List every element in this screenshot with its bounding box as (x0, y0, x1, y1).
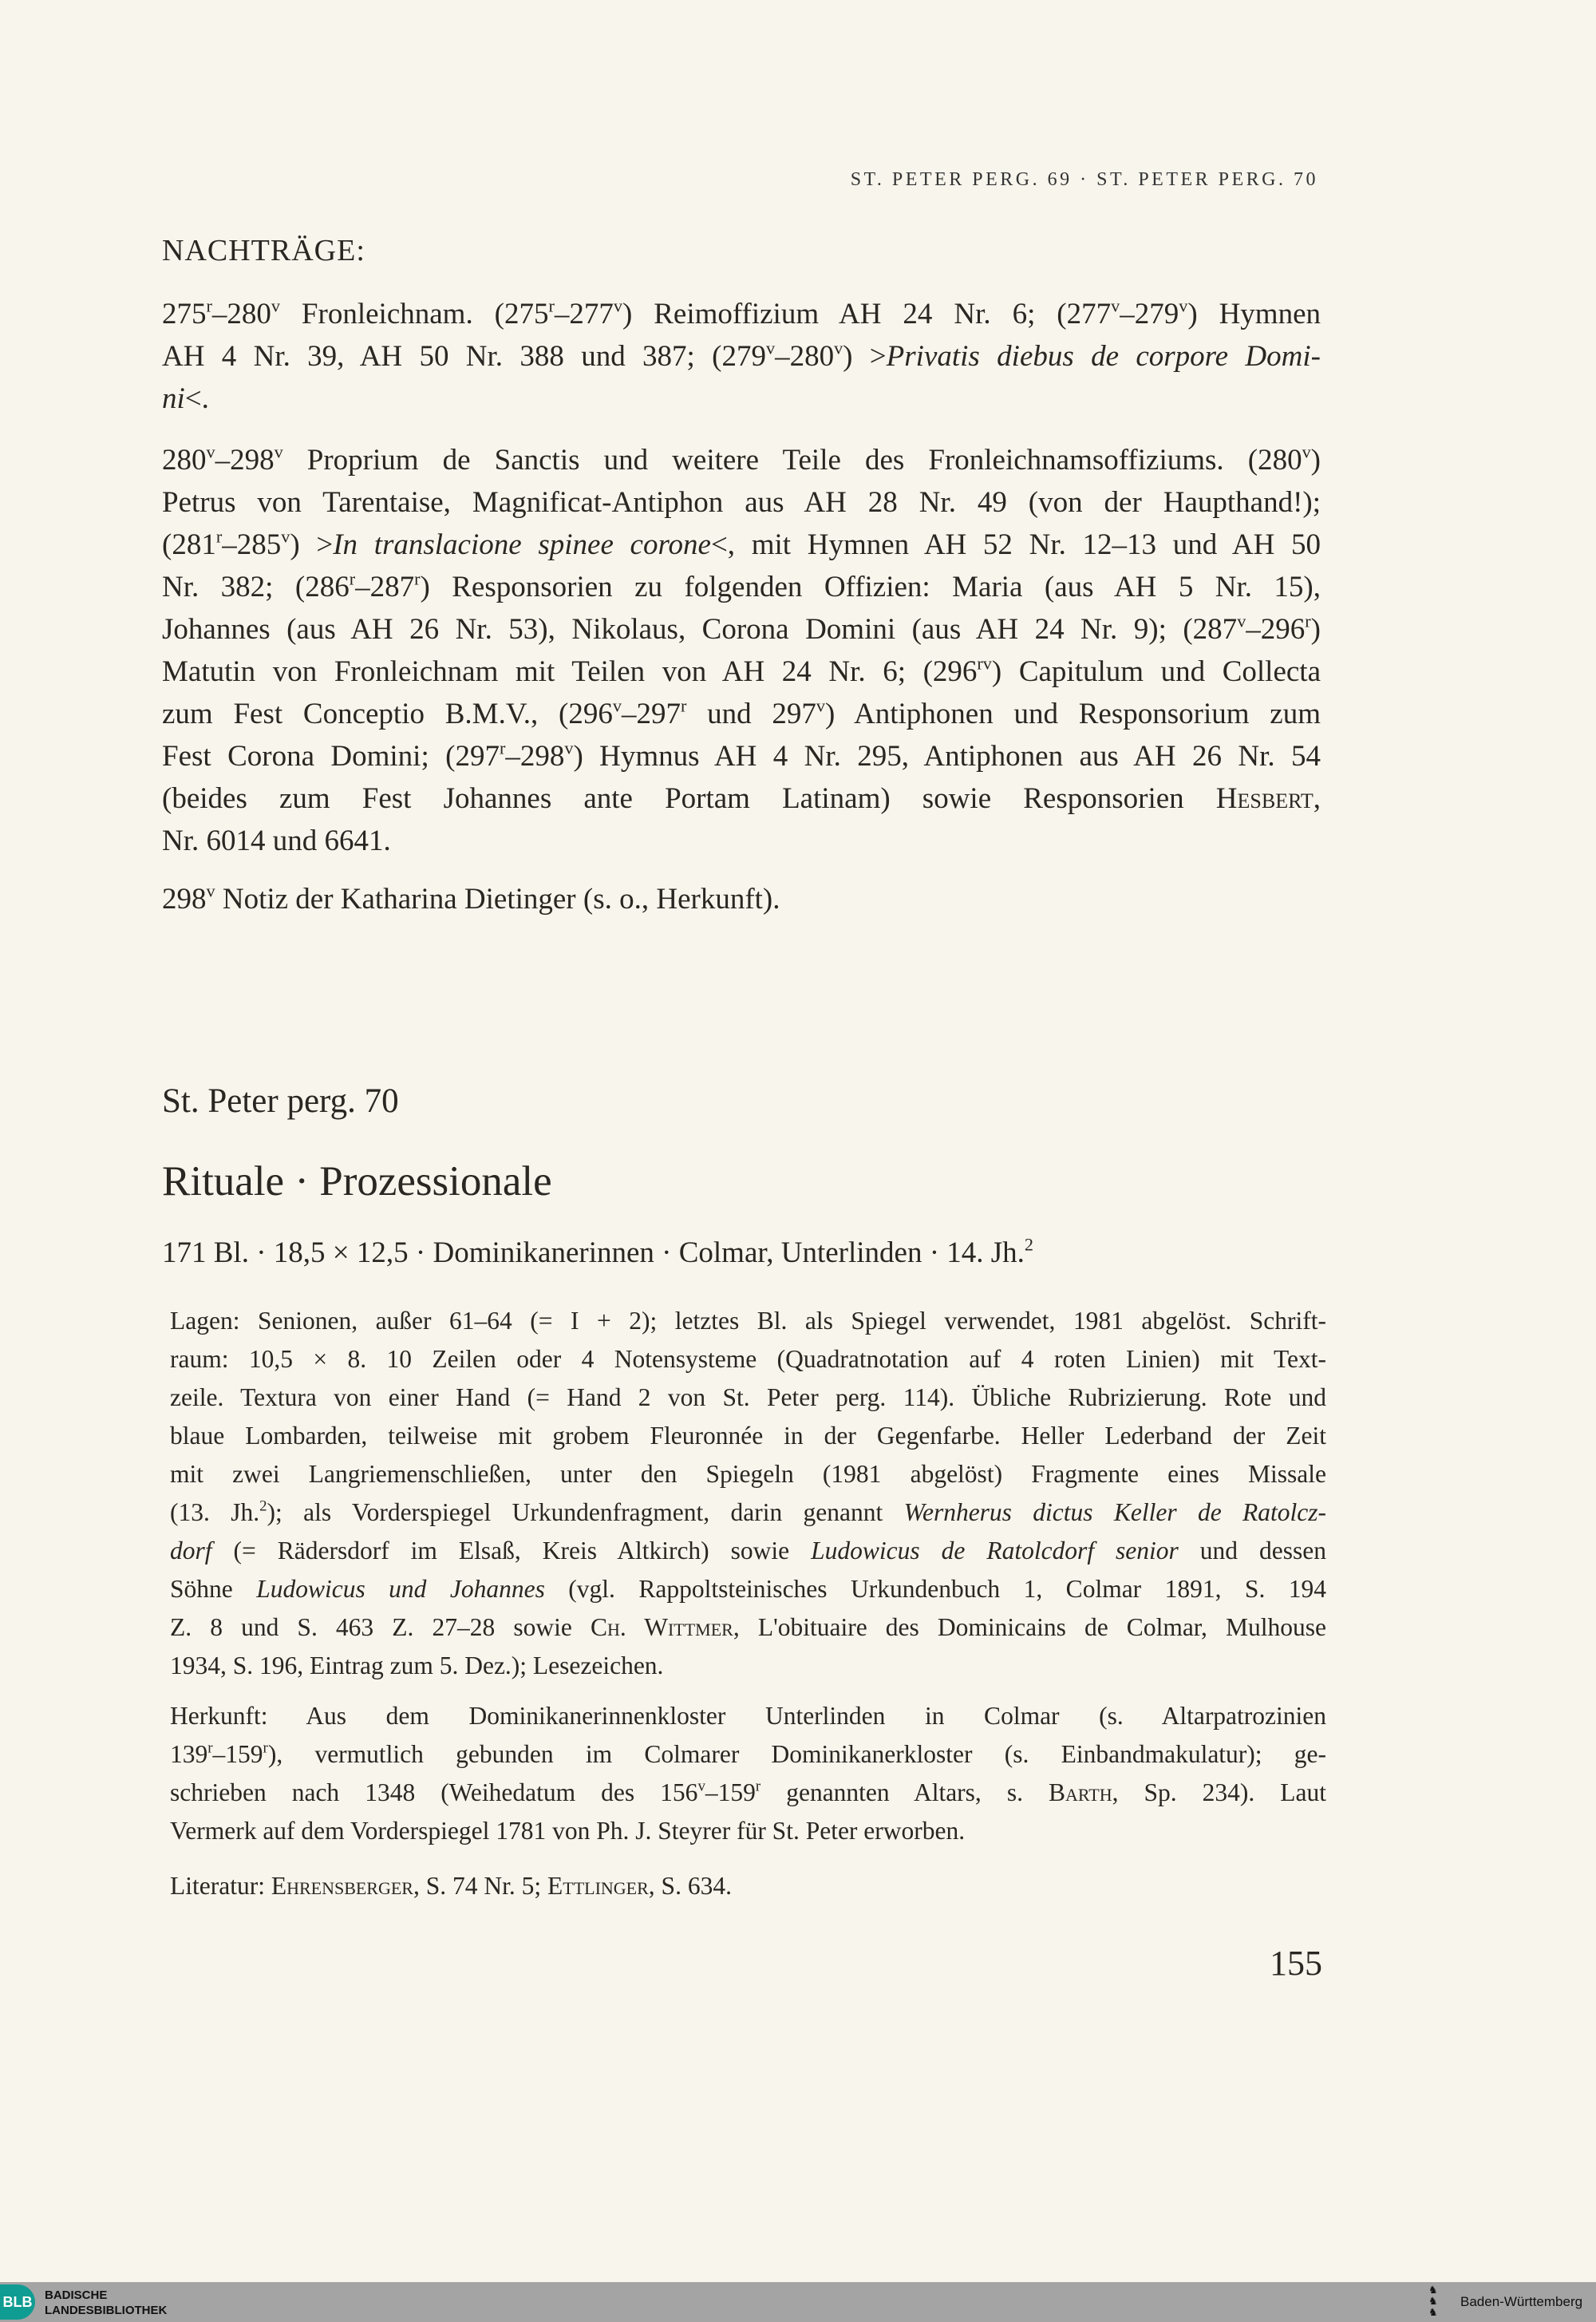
text-segment: Vermerk auf dem Vorderspiegel 1781 von Ph. J. Steyrer für St. Peter erworben. (170, 1817, 966, 1845)
text-segment: zum Fest Conceptio B.M.V., (296 (162, 698, 613, 730)
text-line (170, 1302, 1326, 1340)
footer-bar (0, 2282, 1596, 2322)
text-segment: ) Hymnen (1187, 298, 1321, 330)
text-line (170, 1455, 1326, 1493)
superscript: v (1302, 441, 1311, 462)
text-segment: –298 (505, 740, 565, 773)
text-segment: –296 (1246, 613, 1306, 646)
herkunft-paragraph (170, 1697, 1326, 1850)
text-segment: –285 (222, 528, 282, 561)
superscript: v (612, 695, 622, 716)
baden-wuerttemberg-logo[interactable]: Baden-Württemberg (1460, 2294, 1583, 2309)
superscript: r (1305, 611, 1311, 631)
text-line (170, 1735, 1326, 1774)
page-number: 155 (1270, 1944, 1322, 1983)
text-segment: –297 (621, 698, 681, 730)
italic-text: Ludowicus und Johannes (256, 1575, 545, 1603)
text-segment: (beides zum Fest Johannes ante Portam Latinam) sowie Responsorien (162, 782, 1216, 815)
blb-logo-text: BLB (2, 2293, 33, 2310)
text-segment: –159 (212, 1740, 263, 1768)
superscript: r (215, 526, 223, 547)
superscript: 2 (259, 1497, 267, 1515)
blb-name-line2: LANDESBIBLIOTHEK (45, 2304, 168, 2317)
superscript: r (499, 738, 506, 758)
text-segment: mit zwei Langriemenschließen, unter den Spiegeln (1981 abgelöst) Fragmente eines Missale (170, 1460, 1326, 1488)
text-segment: Petrus von Tarentaise, Magnificat-Antiphon aus AH 28 Nr. 49 (von der Haupthand!); (162, 486, 1321, 519)
text-line (162, 878, 1321, 920)
text-line (162, 820, 1321, 862)
text-segment: (281 (162, 528, 216, 561)
text-line (162, 566, 1321, 608)
text-line (162, 608, 1321, 651)
text-segment: , (1313, 782, 1321, 815)
lions-coat-of-arms-icon: ♞ ♞ ♞ (1428, 2284, 1438, 2318)
superscript: v (816, 695, 825, 716)
text-segment: , S. 634. (648, 1872, 732, 1900)
text-line (162, 378, 1321, 420)
text-line (170, 1493, 1326, 1532)
text-segment: blaue Lombarden, teilweise mit grobem Fleuronnée in der Gegenfarbe. Heller Lederband der Zeit (170, 1422, 1326, 1450)
superscript: r (680, 695, 687, 716)
superscript: v (206, 880, 215, 901)
italic-text: dorf (170, 1537, 212, 1564)
text-segment: Fest Corona Domini; (297 (162, 740, 500, 773)
text-line (162, 735, 1321, 777)
text-segment: ) Responsorien zu folgenden Offizien: Maria (aus AH 5 Nr. 15), (420, 571, 1321, 603)
text-segment: Z. 8 und S. 463 Z. 27–28 sowie (170, 1613, 591, 1641)
small-caps-name: Hesbert (1215, 782, 1314, 815)
italic-text: ni (162, 382, 185, 415)
nachtraege-paragraph-1 (162, 293, 1321, 420)
text-segment: ) > (843, 340, 887, 373)
superscript: v (1237, 611, 1246, 631)
text-line (170, 1647, 1326, 1685)
small-caps-name: Barth (1049, 1778, 1112, 1806)
small-caps-name: Ehrensberger (271, 1872, 413, 1900)
text-segment: ); als Vorderspiegel Urkundenfragment, darin genannt (267, 1498, 904, 1526)
superscript: r (548, 295, 555, 316)
superscript: r (263, 1739, 268, 1757)
text-line (162, 524, 1321, 566)
text-segment: schrieben nach 1348 (Weihedatum des 156 (170, 1778, 698, 1806)
superscript: r (349, 568, 356, 589)
text-segment: 275 (162, 298, 207, 330)
text-segment: ) Hymnus AH 4 Nr. 295, Antiphonen aus AH 26 Nr. 54 (573, 740, 1321, 773)
text-line (162, 481, 1321, 524)
text-line (162, 439, 1321, 481)
text-segment: Söhne (170, 1575, 257, 1603)
text-segment: –279 (1120, 298, 1179, 330)
text-line (170, 1774, 1326, 1812)
blb-name-line1: BADISCHE (45, 2288, 108, 2302)
text-segment: –277 (554, 298, 614, 330)
superscript: v (271, 295, 280, 316)
superscript: v (1111, 295, 1120, 316)
nachtraege-paragraph-3 (162, 878, 1321, 920)
text-segment: –159 (705, 1778, 756, 1806)
text-line (162, 777, 1321, 820)
text-segment: Lagen: Senionen, außer 61–64 (= I + 2); letztes Bl. als Spiegel verwendet, 1981 abgelöst. Schrift- (170, 1307, 1326, 1335)
text-segment: Matutin von Fronleichnam mit Teilen von AH 24 Nr. 6; (296 (162, 655, 978, 688)
text-segment: und 297 (686, 698, 816, 730)
text-segment: 139 (170, 1740, 208, 1768)
text-segment: ) Reimoffizium AH 24 Nr. 6; (277 (622, 298, 1112, 330)
text-segment: Nr. 382; (286 (162, 571, 350, 603)
blb-name[interactable] (45, 2288, 167, 2318)
text-segment: –280 (211, 298, 271, 330)
text-line (170, 1379, 1326, 1417)
superscript: r (207, 1739, 213, 1757)
superscript: v (834, 338, 843, 358)
text-segment: raum: 10,5 × 8. 10 Zeilen oder 4 Notensysteme (Quadratnotation auf 4 roten Linien) mit Text- (170, 1345, 1326, 1373)
superscript: v (765, 338, 776, 358)
nachtraege-heading: NACHTRÄGE: (162, 234, 365, 267)
text-segment: ) (1310, 444, 1321, 477)
superscript: rv (977, 653, 992, 674)
running-header: ST. PETER PERG. 69 · ST. PETER PERG. 70 (850, 169, 1318, 190)
italic-text: Wernherus dictus Keller de Ratolcz- (903, 1498, 1326, 1526)
text-line (162, 293, 1321, 335)
text-segment: (= Rädersdorf im Elsaß, Kreis Altkirch) sowie (211, 1537, 812, 1564)
text-segment: ) > (290, 528, 334, 561)
superscript: v (564, 738, 574, 758)
text-line (170, 1812, 1326, 1850)
text-line (162, 651, 1321, 693)
text-segment: , Sp. 234). Laut (1112, 1778, 1327, 1806)
text-segment: ) Capitulum und Collecta (991, 655, 1321, 688)
blb-logo[interactable] (0, 2284, 35, 2320)
text-line (170, 1867, 1326, 1905)
text-segment: –298 (215, 444, 275, 477)
entry-title: Rituale · Prozessionale (162, 1158, 552, 1205)
superscript: v (281, 526, 290, 547)
italic-text: In translacione spinee corone (333, 528, 711, 561)
text-line (170, 1697, 1326, 1735)
shelfmark-heading: St. Peter perg. 70 (162, 1082, 399, 1120)
text-segment: <. (184, 382, 209, 415)
superscript: v (274, 441, 283, 462)
text-segment: und dessen (1178, 1537, 1327, 1564)
text-segment: Johannes (aus AH 26 Nr. 53), Nikolaus, Corona Domini (aus AH 24 Nr. 9); (287 (162, 613, 1238, 646)
text-segment: 1934, S. 196, Eintrag zum 5. Dez.); Lesezeichen. (170, 1652, 664, 1679)
text-segment: , S. 74 Nr. 5; (413, 1872, 548, 1900)
text-segment: (vgl. Rappoltsteinisches Urkundenbuch 1, Colmar 1891, S. 194 (544, 1575, 1327, 1603)
text-segment: ) (1310, 613, 1321, 646)
text-segment: AH 4 Nr. 39, AH 50 Nr. 388 und 387; (279 (162, 340, 766, 373)
text-segment: Notiz der Katharina Dietinger (s. o., Herkunft). (215, 883, 780, 916)
text-segment: 298 (162, 883, 207, 916)
literatur-paragraph (170, 1867, 1326, 1905)
text-line (162, 335, 1321, 378)
text-line (170, 1570, 1326, 1608)
text-segment: 280 (162, 444, 207, 477)
text-line (170, 1340, 1326, 1379)
italic-text: Privatis diebus de corpore Domi- (886, 340, 1321, 373)
superscript: r (206, 295, 212, 316)
text-segment: Literatur: (170, 1872, 271, 1900)
small-caps-name: Ch. Wittmer (590, 1613, 733, 1641)
text-segment: Fronleichnam. (275 (279, 298, 549, 330)
text-segment: –280 (775, 340, 835, 373)
entry-summary-line (162, 1236, 1033, 1270)
text-segment: genannten Altars, s. (760, 1778, 1049, 1806)
text-line (162, 693, 1321, 735)
text-segment: ), vermutlich gebunden im Colmarer Dominikanerkloster (s. Einbandmakulatur); ge- (267, 1740, 1326, 1768)
text-line (170, 1532, 1326, 1570)
nachtraege-paragraph-2 (162, 439, 1321, 862)
text-segment: –287 (355, 571, 415, 603)
text-segment: <, mit Hymnen AH 52 Nr. 12–13 und AH 50 (710, 528, 1321, 561)
text-segment: Nr. 6014 und 6641. (162, 825, 391, 857)
superscript: v (613, 295, 622, 316)
lagen-paragraph (170, 1302, 1326, 1685)
small-caps-name: Ettlinger (547, 1872, 649, 1900)
text-segment: zeile. Textura von einer Hand (= Hand 2 von St. Peter perg. 114). Übliche Rubrizierung. Rote und (170, 1383, 1326, 1411)
text-segment: (13. Jh. (170, 1498, 260, 1526)
italic-text: Ludowicus de Ratolcdorf senior (811, 1537, 1179, 1564)
text-segment: Proprium de Sanctis und weitere Teile des Fronleichnamsoffiziums. (280 (282, 444, 1302, 477)
superscript: v (206, 441, 215, 462)
entry-summary-superscript: 2 (1024, 1234, 1034, 1255)
superscript: r (755, 1778, 761, 1795)
entry-summary-text: 171 Bl. · 18,5 × 12,5 · Dominikanerinnen · Colmar, Unterlinden · 14. Jh. (162, 1236, 1025, 1269)
text-line (170, 1417, 1326, 1455)
text-segment: ) Antiphonen und Responsorium zum (824, 698, 1321, 730)
text-line (170, 1608, 1326, 1647)
superscript: r (414, 568, 421, 589)
superscript: v (1179, 295, 1188, 316)
text-segment: Herkunft: Aus dem Dominikanerinnenkloster Unterlinden in Colmar (s. Altarpatrozinien (170, 1702, 1326, 1730)
superscript: v (697, 1778, 705, 1795)
text-segment: , L'obituaire des Dominicains de Colmar, Mulhouse (733, 1613, 1327, 1641)
